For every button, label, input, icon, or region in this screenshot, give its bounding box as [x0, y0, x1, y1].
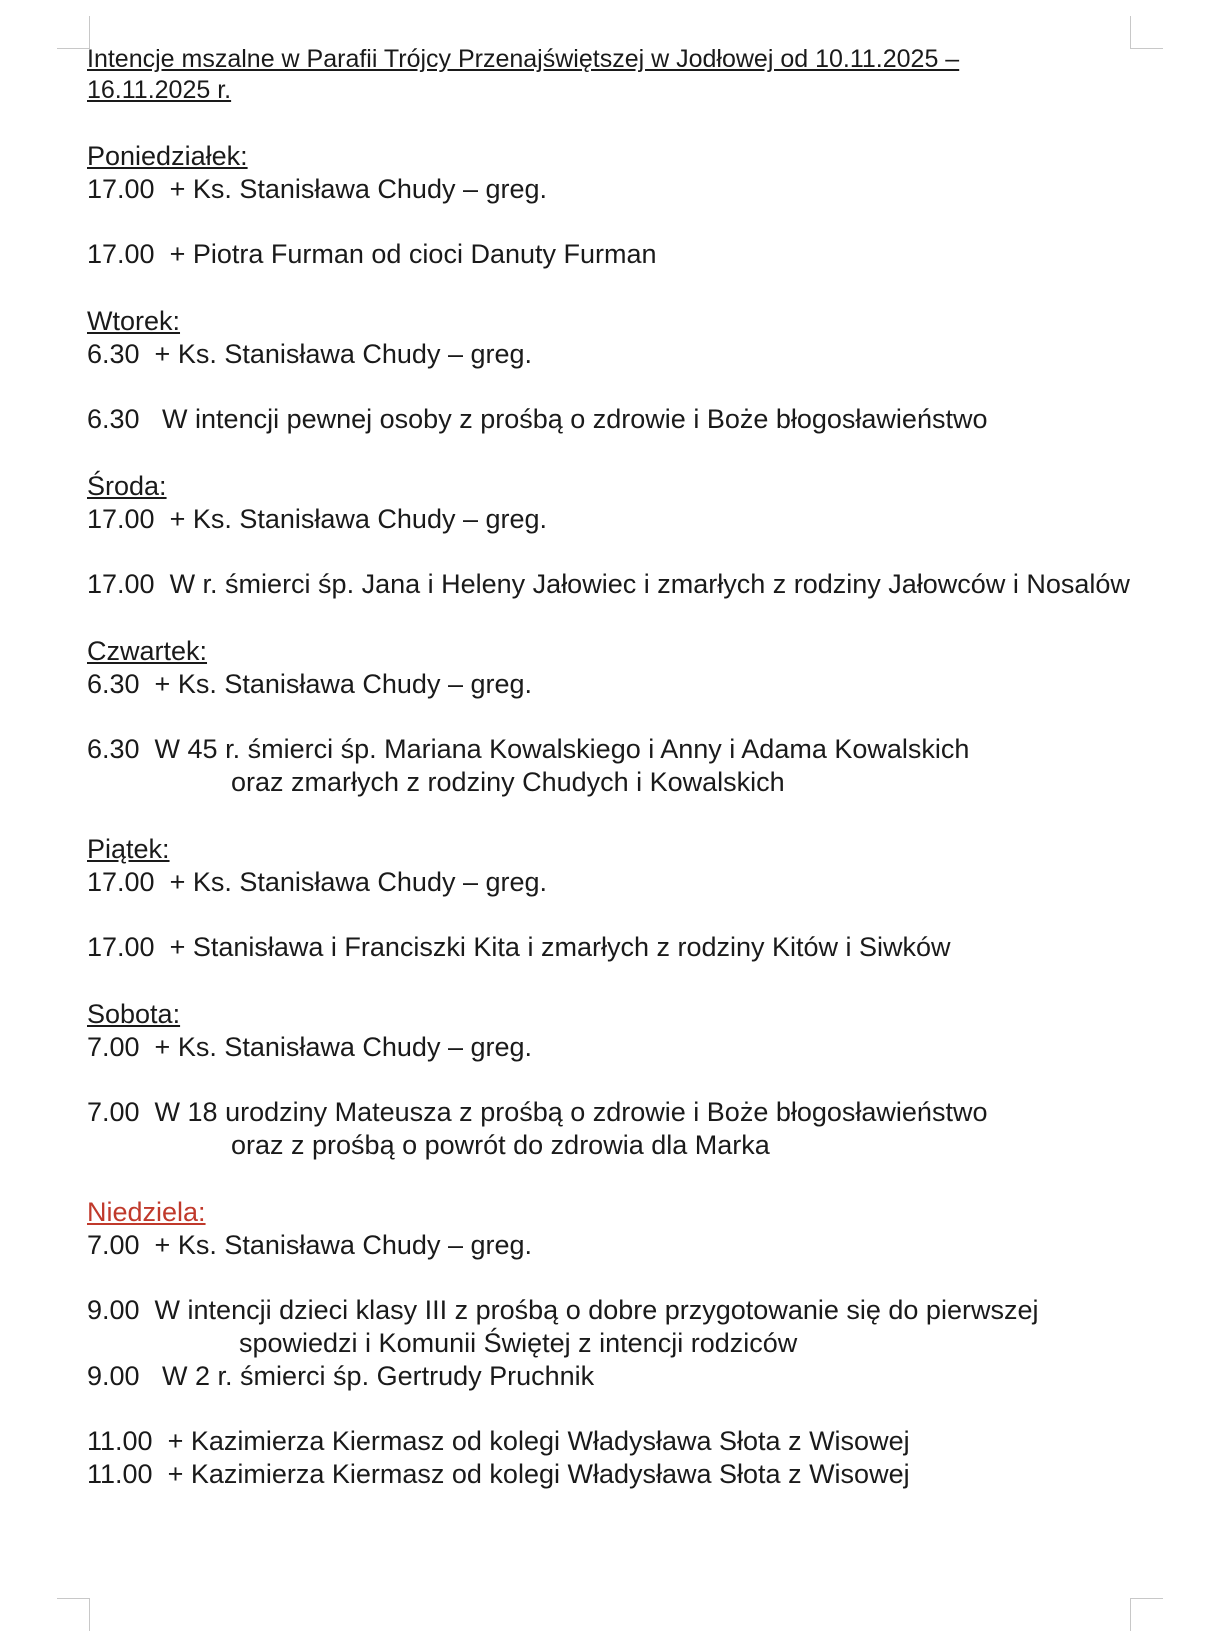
mass-intention: [87, 568, 1147, 601]
mass-intention: [87, 1229, 1147, 1262]
intention-continuation: spowiedzi i Komunii Świętej z intencji rodziców: [239, 1328, 798, 1358]
intention-text: 17.00 + Ks. Stanisława Chudy – greg.: [87, 867, 548, 897]
day-label: Środa:: [87, 471, 167, 501]
intention-text: 7.00 W 18 urodziny Mateusza z prośbą o zdrowie i Boże błogosławieństwo: [87, 1097, 988, 1127]
intention-text: 17.00 W r. śmierci śp. Jana i Heleny Jałowiec i zmarłych z rodziny Jałowców i Nosalów: [87, 569, 1130, 599]
intention-text: 17.00 + Stanisława i Franciszki Kita i zmarłych z rodziny Kitów i Siwków: [87, 932, 951, 962]
mass-intention: [87, 338, 1147, 371]
intention-text: 11.00 + Kazimierza Kiermasz od kolegi Władysława Słota z Wisowej: [87, 1459, 910, 1489]
intention-text: 17.00 + Ks. Stanisława Chudy – greg.: [87, 174, 548, 204]
document-body: [87, 44, 1147, 1525]
mass-intention: [87, 866, 1147, 899]
day-label: Poniedziałek:: [87, 141, 248, 171]
mass-intention: [87, 668, 1147, 701]
mass-intention: [87, 1360, 1147, 1393]
mass-intention: [87, 1031, 1147, 1064]
intention-text: 7.00 + Ks. Stanisława Chudy – greg.: [87, 1032, 533, 1062]
day-section: [87, 470, 1147, 601]
mass-intention: [87, 1294, 1147, 1360]
intention-text: 11.00 + Kazimierza Kiermasz od kolegi Władysława Słota z Wisowej: [87, 1426, 910, 1456]
day-label: Niedziela:: [87, 1197, 206, 1227]
day-section: [87, 140, 1147, 271]
day-section: [87, 635, 1147, 799]
intention-text: 17.00 + Ks. Stanisława Chudy – greg.: [87, 504, 548, 534]
day-section: [87, 833, 1147, 964]
mass-intention: [87, 1096, 1147, 1162]
mass-intention: [87, 931, 1147, 964]
mass-intention: [87, 238, 1147, 271]
document-title: Intencje mszalne w Parafii Trójcy Przenajświętszej w Jodłowej od 10.11.2025 – 16.11.2025 r.: [87, 45, 960, 104]
day-section: [87, 998, 1147, 1162]
intention-text: 7.00 + Ks. Stanisława Chudy – greg.: [87, 1230, 533, 1260]
day-section: [87, 305, 1147, 436]
intention-continuation: oraz z prośbą o powrót do zdrowia dla Marka: [231, 1130, 770, 1160]
mass-intention: [87, 173, 1147, 206]
day-label: Sobota:: [87, 999, 181, 1029]
day-section: [87, 1196, 1147, 1491]
intention-text: 17.00 + Piotra Furman od cioci Danuty Furman: [87, 239, 657, 269]
intention-continuation: oraz zmarłych z rodziny Chudych i Kowalskich: [231, 767, 785, 797]
mass-intention: [87, 403, 1147, 436]
intention-text: 6.30 + Ks. Stanisława Chudy – greg.: [87, 669, 533, 699]
mass-intention: [87, 733, 1147, 799]
intention-text: 9.00 W 2 r. śmierci śp. Gertrudy Pruchnik: [87, 1361, 595, 1391]
intention-text: 6.30 W intencji pewnej osoby z prośbą o zdrowie i Boże błogosławieństwo: [87, 404, 988, 434]
mass-intention: [87, 1425, 1147, 1458]
day-label: Wtorek:: [87, 306, 181, 336]
intention-text: 9.00 W intencji dzieci klasy III z prośbą o dobre przygotowanie się do pierwszej: [87, 1295, 1039, 1325]
day-label: Piątek:: [87, 834, 170, 864]
page-corner-mark-top-left: [57, 16, 90, 49]
days-list: [87, 140, 1147, 1491]
day-label: Czwartek:: [87, 636, 208, 666]
intention-text: 6.30 + Ks. Stanisława Chudy – greg.: [87, 339, 533, 369]
intention-text: 6.30 W 45 r. śmierci śp. Mariana Kowalskiego i Anny i Adama Kowalskich: [87, 734, 970, 764]
mass-intention: [87, 1458, 1147, 1491]
mass-intention: [87, 503, 1147, 536]
